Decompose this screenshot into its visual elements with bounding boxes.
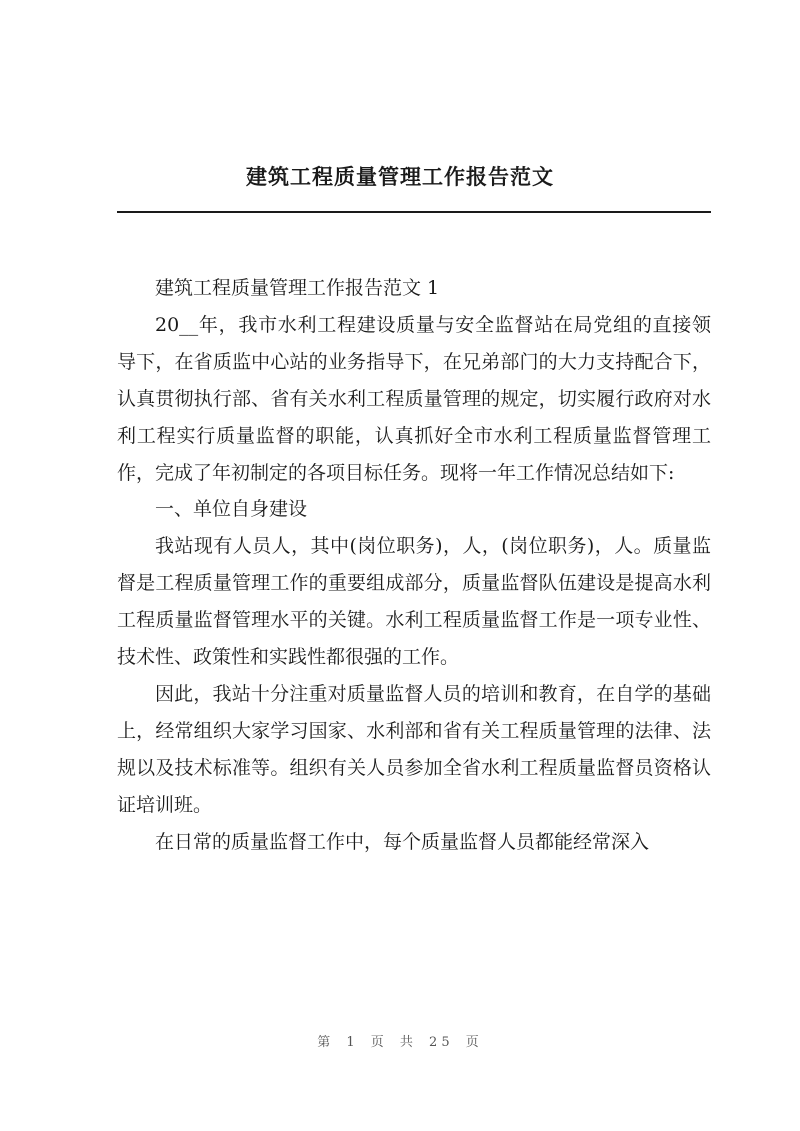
page-title: 建筑工程质量管理工作报告范文 (246, 164, 554, 189)
body-paragraph: 在日常的质量监督工作中，每个质量监督人员都能经常深入 (155, 830, 650, 853)
body-paragraph: 因此，我站十分注重对质量监督人员的培训和教育，在自学的基础上，经常组织大家学习国家、水利部和省有关工程质量管理的法律、法规以及技术标准等。组织有关人员参加全省水利工程质量监督员资格认证培训班。 (117, 682, 711, 816)
body-paragraph: 20__年，我市水利工程建设质量与安全监督站在局党组的直接领导下，在省质监中心站的业务指导下，在兄弟部门的大力支持配合下，认真贯彻执行部、省有关水利工程质量管理的规定，切实履行政府对水利工程实行质量监督的职能，认真抓好全市水利工程质量监督管理工作，完成了年初制定的各项目标任务。现将一年工作情况总结如下: (117, 313, 711, 484)
page-number-footer: 第 1 页 共 25 页 (317, 1035, 483, 1050)
title-divider (117, 211, 711, 213)
body-paragraph: 我站现有人员人，其中(岗位职务)，人，(岗位职务)，人。质量监督是工程质量管理工作的重要组成部分，质量监督队伍建设是提高水利工程质量监督管理水平的关键。水利工程质量监督工作是一项专业性、技术性、政策性和实践性都很强的工作。 (117, 535, 711, 669)
subsection-heading: 一、单位自身建设 (155, 498, 308, 521)
section-heading: 建筑工程质量管理工作报告范文 1 (155, 277, 440, 299)
document-body (117, 270, 711, 861)
